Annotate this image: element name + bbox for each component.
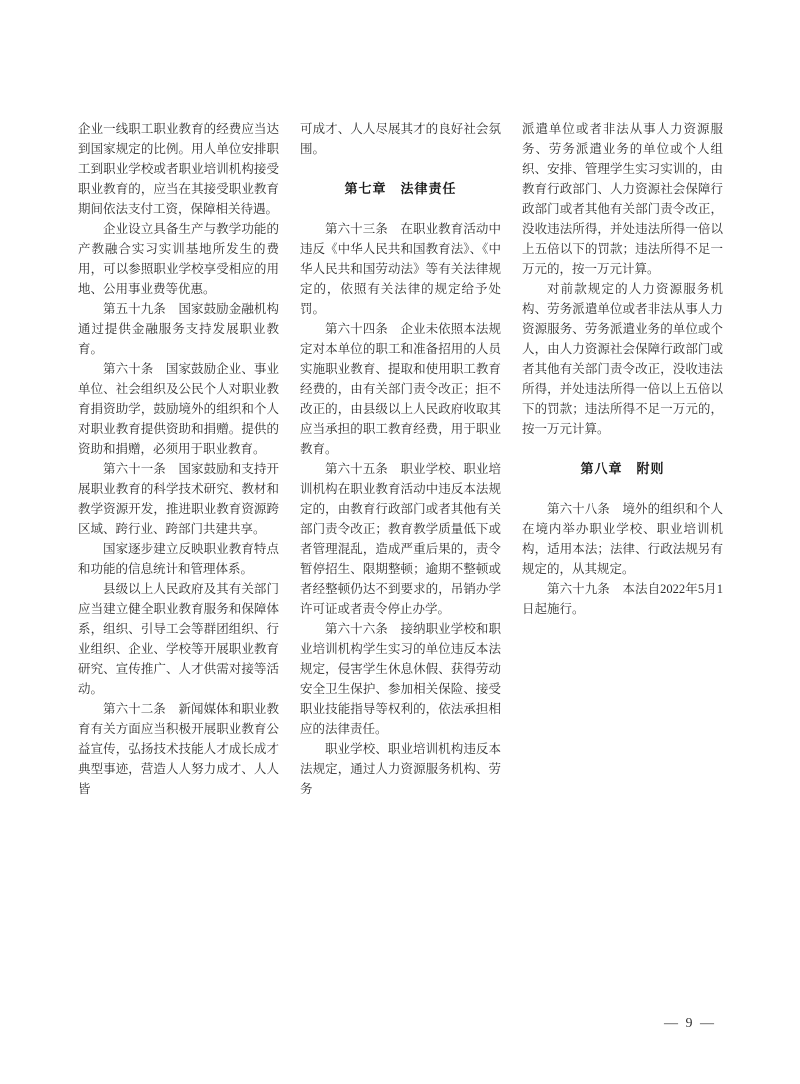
text-column-2 — [300, 119, 501, 799]
law-paragraph: 第六十四条 企业未依照本法规定对本单位的职工和准备招用的人员实施职业教育、提取和使用职工教育经费的，由有关部门责令改正；拒不改正的，由县级以上人民政府收取其应当承担的职工教育经费，用于职业教育。 — [300, 322, 501, 456]
text-columns — [78, 119, 723, 799]
law-paragraph: 派遣单位或者非法从事人力资源服务、劳务派遣业务的单位或个人组织、安排、管理学生实习实训的，由教育行政部门、人力资源社会保障行政部门或者其他有关部门责令改正，没收违法所得，并处违法所得一倍以上五倍以下的罚款；违法所得不足一万元的，按一万元计算。 — [522, 122, 723, 276]
law-paragraph: 企业一线职工职业教育的经费应当达到国家规定的比例。用人单位安排职工到职业学校或者职业培训机构接受职业教育的，应当在其接受职业教育期间依法支付工资，保障相关待遇。 — [78, 122, 279, 216]
law-paragraph: 第六十八条 境外的组织和个人在境内举办职业学校、职业培训机构，适用本法；法律、行政法规另有规定的，从其规定。 — [522, 502, 723, 576]
law-paragraph: 对前款规定的人力资源服务机构、劳务派遣单位或者非法从事人力资源服务、劳务派遣业务的单位或个人，由人力资源社会保障行政部门或者其他有关部门责令改正，没收违法所得，并处违法所得一倍以上五倍以下的罚款；违法所得不足一万元的，按一万元计算。 — [522, 282, 723, 436]
law-paragraph: 国家逐步建立反映职业教育特点和功能的信息统计和管理体系。 — [78, 542, 279, 576]
chapter-heading: 第八章 附则 — [580, 461, 665, 476]
law-paragraph: 第六十二条 新闻媒体和职业教育有关方面应当积极开展职业教育公益宣传，弘扬技术技能人才成长成才典型事迹，营造人人努力成才、人人皆 — [78, 702, 279, 796]
law-paragraph: 县级以上人民政府及其有关部门应当建立健全职业教育服务和保障体系，组织、引导工会等群团组织、行业组织、企业、学校等开展职业教育研究、宣传推广、人才供需对接等活动。 — [78, 582, 279, 696]
law-paragraph: 第六十六条 接纳职业学校和职业培训机构学生实习的单位违反本法规定，侵害学生休息休假、获得劳动安全卫生保护、参加相关保险、接受职业技能指导等权利的，依法承担相应的法律责任。 — [300, 622, 501, 736]
law-paragraph: 第六十三条 在职业教育活动中违反《中华人民共和国教育法》、《中华人民共和国劳动法》等有关法律规定的，依照有关法律的规定给予处罚。 — [300, 222, 501, 316]
law-paragraph: 职业学校、职业培训机构违反本法规定，通过人力资源服务机构、劳务 — [300, 742, 501, 796]
page-footer — [664, 1016, 716, 1032]
text-column-3 — [522, 119, 723, 799]
law-paragraph: 第六十五条 职业学校、职业培训机构在职业教育活动中违反本法规定的，由教育行政部门或者其他有关部门责令改正；教育教学质量低下或者管理混乱，造成严重后果的，责令暂停招生、限期整顿；逾期不整顿或者经整顿仍达不到要求的，吊销办学许可证或者责令停止办学。 — [300, 462, 501, 616]
law-paragraph: 可成才、人人尽展其才的良好社会氛围。 — [300, 122, 501, 156]
law-paragraph: 第六十一条 国家鼓励和支持开展职业教育的科学技术研究、教材和教学资源开发，推进职业教育资源跨区域、跨行业、跨部门共建共享。 — [78, 462, 279, 536]
chapter-heading: 第七章 法律责任 — [344, 181, 457, 196]
page-number: — 9 — — [664, 1016, 716, 1031]
law-paragraph: 第六十条 国家鼓励企业、事业单位、社会组织及公民个人对职业教育捐资助学，鼓励境外的组织和个人对职业教育提供资助和捐赠。提供的资助和捐赠，必须用于职业教育。 — [78, 362, 279, 456]
law-paragraph: 企业设立具备生产与教学功能的产教融合实习实训基地所发生的费用，可以参照职业学校享受相应的用地、公用事业费等优惠。 — [78, 222, 279, 296]
text-column-1 — [78, 119, 279, 799]
law-paragraph: 第五十九条 国家鼓励金融机构通过提供金融服务支持发展职业教育。 — [78, 302, 279, 356]
law-paragraph: 第六十九条 本法自2022年5月1日起施行。 — [522, 582, 723, 616]
